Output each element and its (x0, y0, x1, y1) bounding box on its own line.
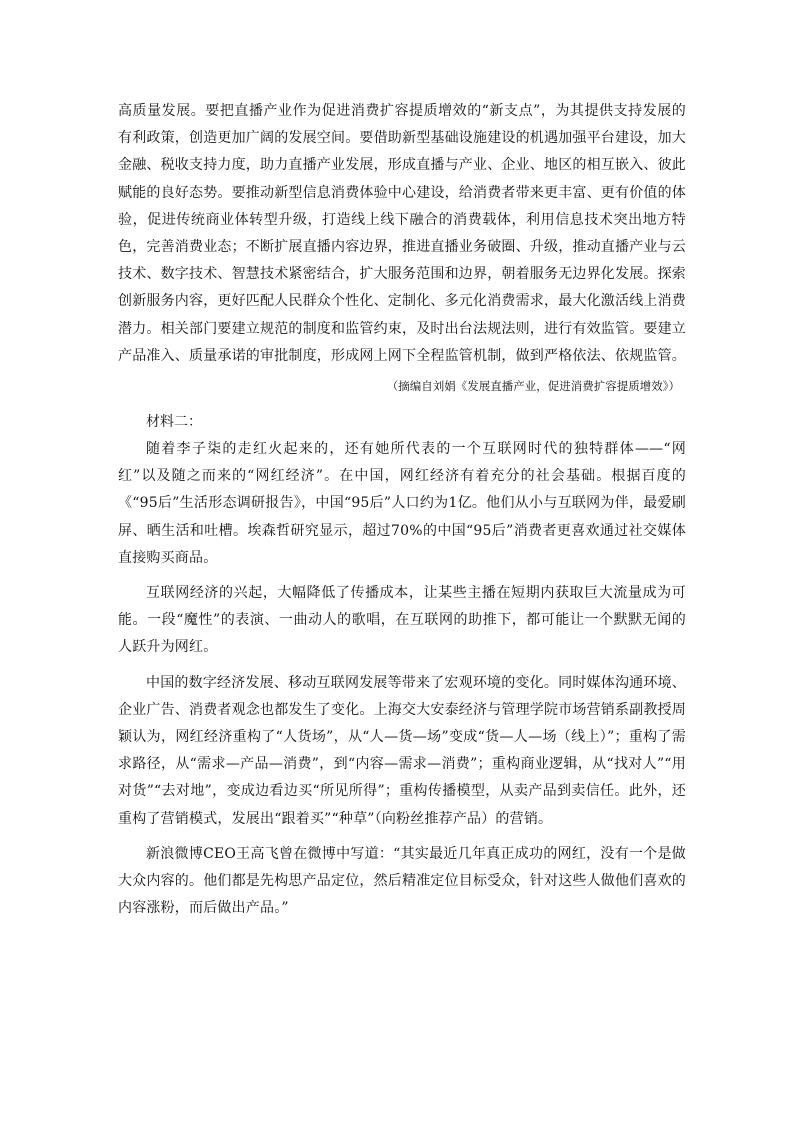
document-page (118, 98, 686, 922)
source-note: （摘编自刘娟《发展直播产业，促进消费扩容提质增效》） (386, 379, 680, 394)
body-paragraph: 新浪微博CEO王高飞曾在微博中写道：“其实最近几年真正成功的网红，没有一个是做大众内容的。他们都是先构思产品定位，然后精准定位目标受众，针对这些人做他们喜欢的内容涨粉，而后做出产品。” (118, 845, 686, 917)
body-paragraph: 互联网经济的兴起，大幅降低了传播成本，让某些主播在短期内获取巨大流量成为可能。一段“魔性”的表演、一曲动人的歌唱，在互联网的助推下，都可能让一个默默无闻的人跃升为网红。 (118, 585, 686, 656)
body-paragraph: 随着李子柒的走红火起来的，还有她所代表的一个互联网时代的独特群体——“网红”以及随之而来的“网红经济”。在中国，网红经济有着充分的社会基础。根据百度的《“95后”生活形态调研报告》，中国“95后”人口约为1亿。他们从小与互联网为伴，最爱刷屏、晒生活和吐槽。埃森哲研究显示，超过70%的中国“95后”消费者更喜欢通过社交媒体直接购买商品。 (118, 441, 686, 566)
section-heading: 材料二： (146, 414, 202, 431)
body-paragraph: 中国的数字经济发展、移动互联网发展等带来了宏观环境的变化。同时媒体沟通环境、企业广告、消费者观念也都发生了变化。上海交大安泰经济与管理学院市场营销系副教授周颖认为，网红经济重构了“人货场”，从“人—货—场”变成“货—人—场（线上）”；重构了需求路径，从“需求—产品—消费”，到“内容—需求—消费”；重构商业逻辑，从“找对人”“用对货”“去对地”，变成边看边买“所见所得”；重构传播模型，从卖产品到卖信任。此外，还重构了营销模式，发展出“跟着买”“种草”（向粉丝推荐产品）的营销。 (118, 674, 686, 827)
intro-paragraph: 高质量发展。要把直播产业作为促进消费扩容提质增效的“新支点”，为其提供支持发展的有利政策，创造更加广阔的发展空间。要借助新型基础设施建设的机遇加强平台建设，加大金融、税收支持力度，助力直播产业发展，形成直播与产业、企业、地区的相互嵌入、彼此赋能的良好态势。要推动新型信息消费体验中心建设，给消费者带来更丰富、更有价值的体验，促进传统商业体转型升级，打造线上线下融合的消费载体，利用信息技术突出地方特色，完善消费业态；不断扩展直播内容边界，推进直播业务破圈、升级，推动直播产业与云技术、数字技术、智慧技术紧密结合，扩大服务范围和边界，朝着服务无边界化发展。探索创新服务内容，更好匹配人民群众个性化、定制化、多元化消费需求，最大化激活线上消费潜力。相关部门要建立规范的制度和监管约束，及时出台法规法则，进行有效监管。要建立产品准入、质量承诺的审批制度，形成网上网下全程监管机制，做到严格依法、依规监管。 (118, 103, 686, 364)
